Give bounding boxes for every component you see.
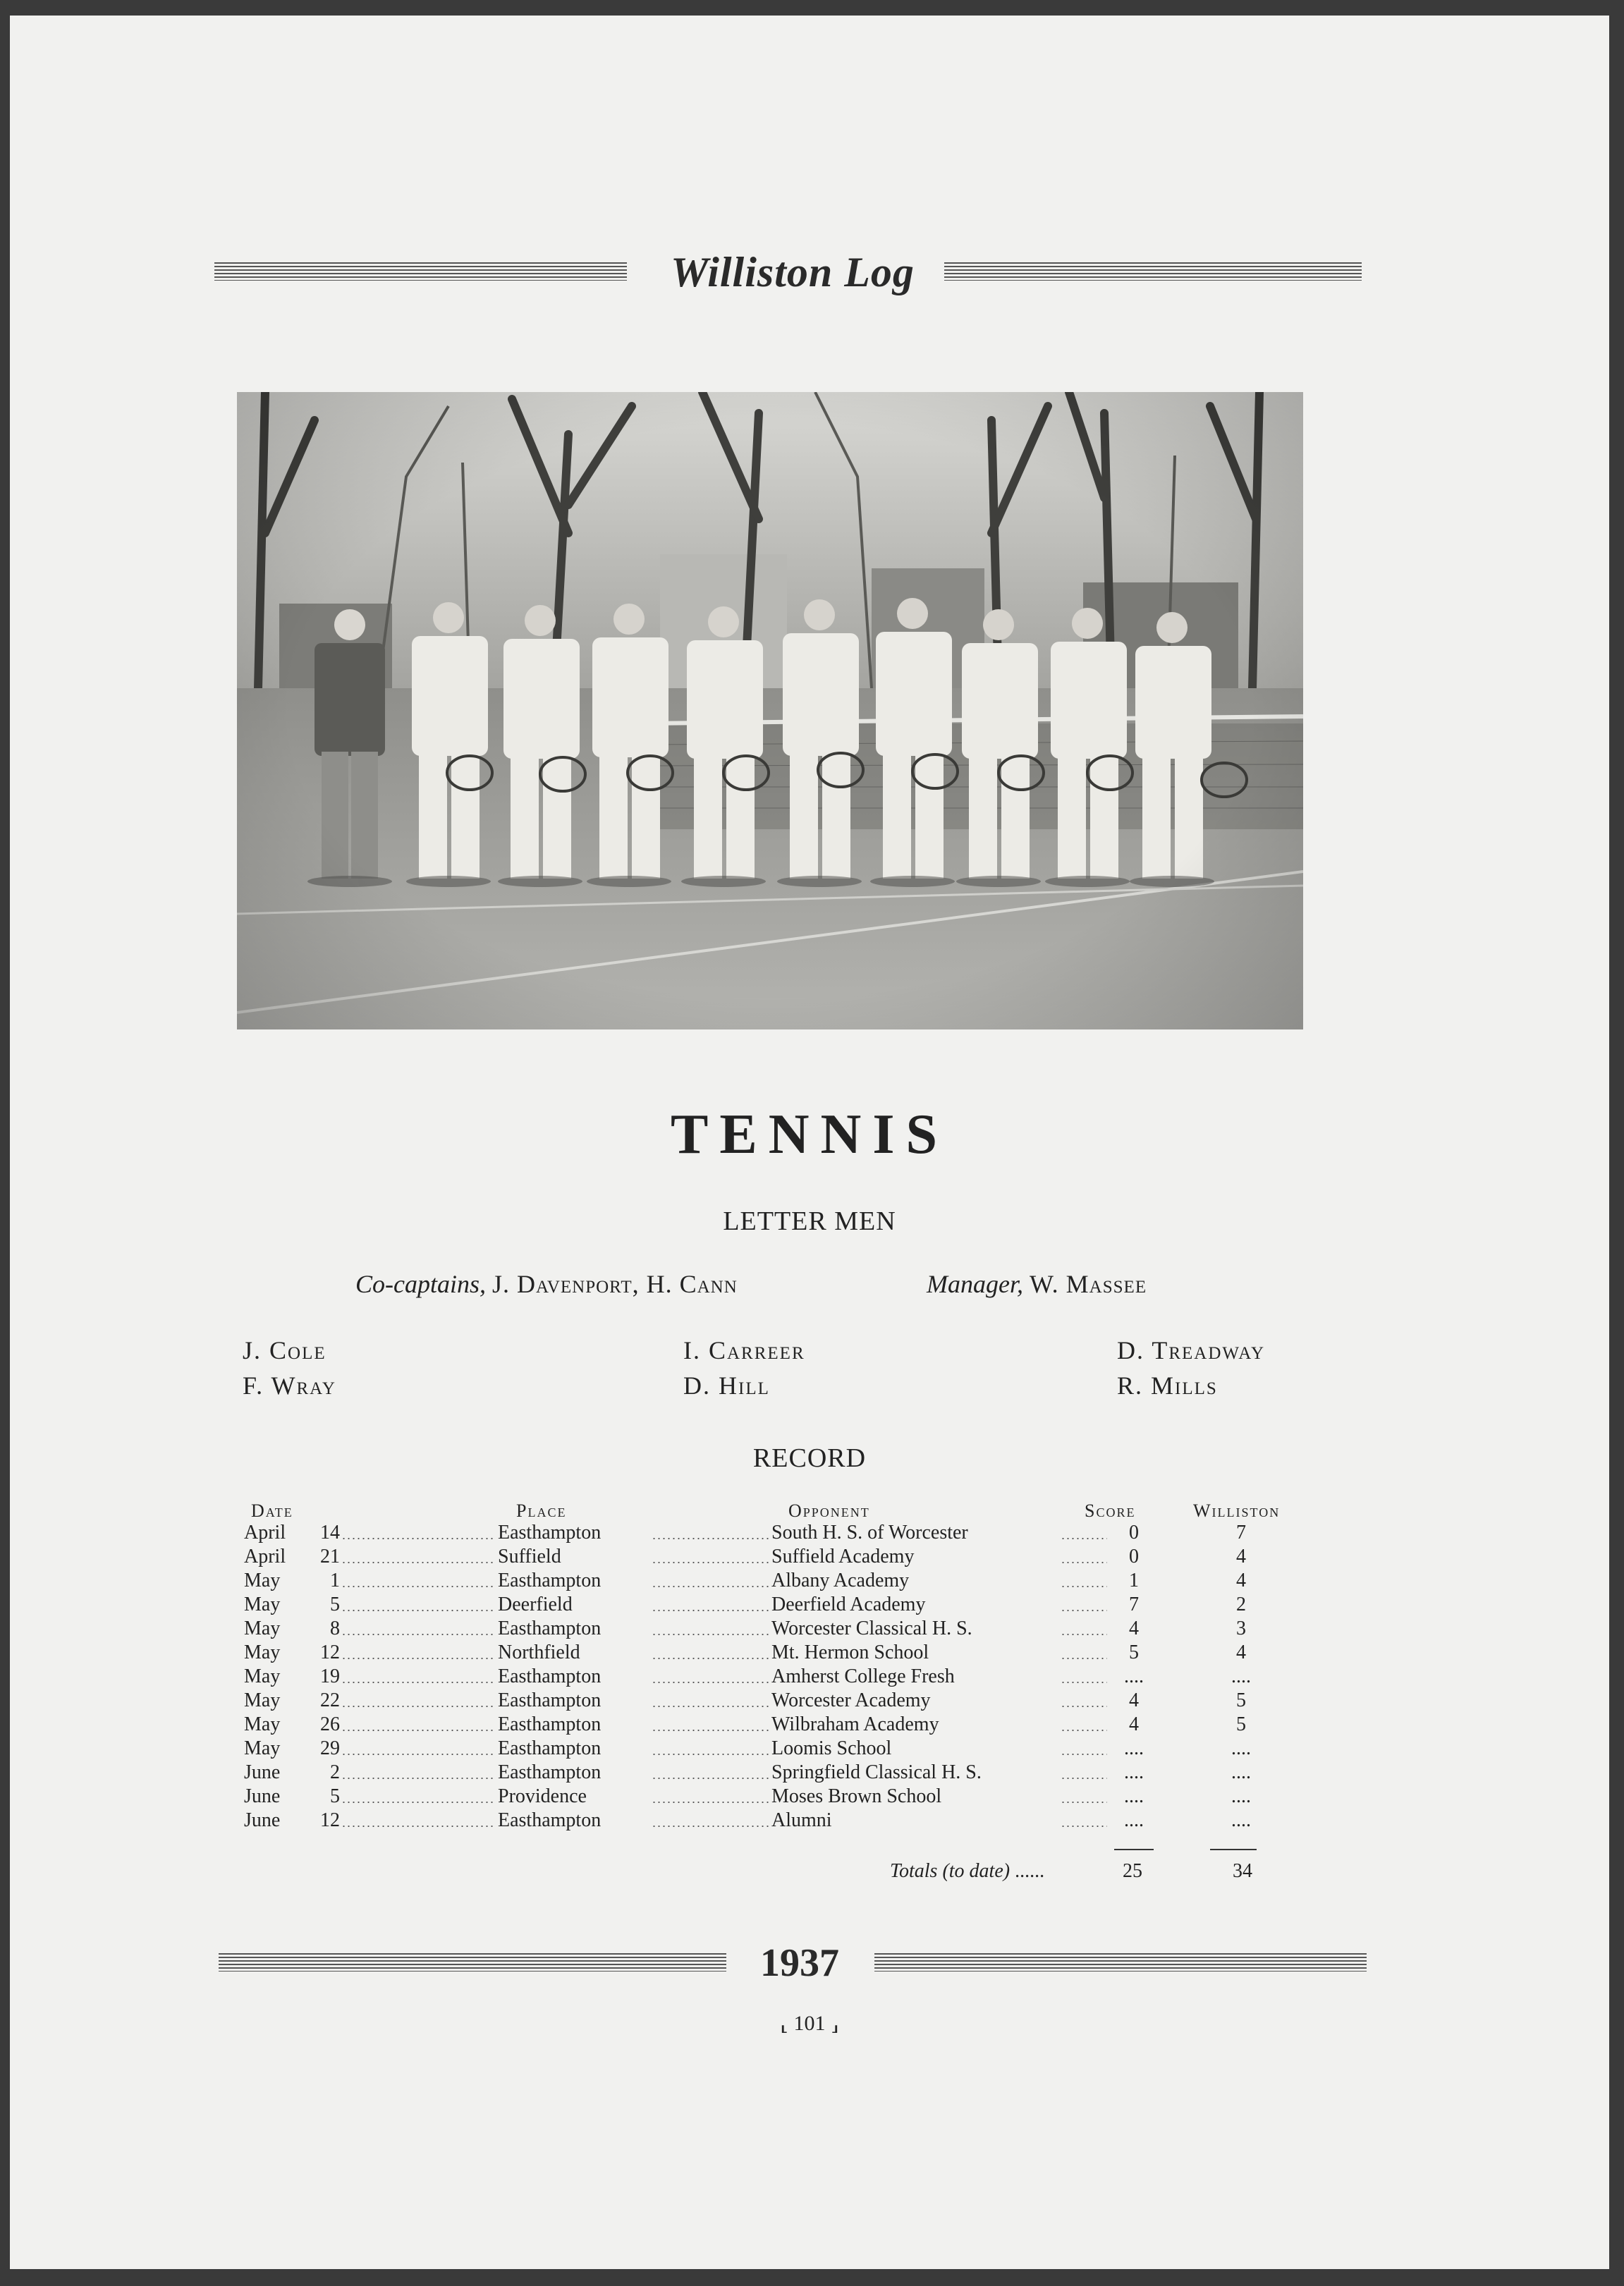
- score-cell: ....: [1124, 1737, 1144, 1759]
- dot-leader: [341, 1777, 495, 1780]
- score-cell: ....: [1124, 1761, 1144, 1783]
- totals-leader: ......: [1015, 1860, 1045, 1882]
- dot-leader: [341, 1633, 495, 1636]
- dot-leader: [1061, 1585, 1107, 1588]
- dot-leader: [652, 1777, 770, 1780]
- header-title: Williston Log: [671, 249, 915, 295]
- letter-man: F. Wray: [243, 1371, 336, 1400]
- williston-cell: ....: [1231, 1737, 1251, 1759]
- dot-leader: [1061, 1633, 1107, 1636]
- table-row: [10, 1809, 1609, 1833]
- running-footer: [10, 1940, 1609, 1990]
- score-cell: ....: [1124, 1665, 1144, 1687]
- opponent-cell: Deerfield Academy: [771, 1594, 926, 1615]
- opponent-cell: Worcester Classical H. S.: [771, 1618, 972, 1639]
- dot-leader: [1061, 1561, 1107, 1564]
- table-row: [10, 1737, 1609, 1761]
- date-day: 5: [330, 1785, 340, 1807]
- date-day: 14: [320, 1522, 340, 1544]
- date-month: May: [244, 1618, 281, 1639]
- table-row: [10, 1546, 1609, 1570]
- date-month: April: [244, 1522, 286, 1544]
- williston-cell: 7: [1236, 1522, 1246, 1544]
- opponent-cell: Springfield Classical H. S.: [771, 1761, 982, 1783]
- page-sheet: [10, 16, 1609, 2269]
- opponent-cell: Suffield Academy: [771, 1546, 915, 1567]
- score-cell: 7: [1129, 1594, 1139, 1615]
- opponent-cell: Wilbraham Academy: [771, 1713, 939, 1735]
- place-cell: Deerfield: [498, 1594, 573, 1615]
- williston-cell: 3: [1236, 1618, 1246, 1639]
- date-day: 2: [330, 1761, 340, 1783]
- date-day: 29: [320, 1737, 340, 1759]
- totals-row: [890, 1860, 1044, 1883]
- page-number-bracket-left: ⸤: [780, 2012, 788, 2035]
- date-month: June: [244, 1761, 281, 1783]
- score-cell: 4: [1129, 1689, 1139, 1711]
- score-cell: 0: [1129, 1546, 1139, 1567]
- header-rule-left: [214, 262, 627, 281]
- dot-leader: [341, 1561, 495, 1564]
- table-row: [10, 1570, 1609, 1594]
- dot-leader: [1061, 1681, 1107, 1684]
- place-cell: Providence: [498, 1785, 587, 1807]
- dot-leader: [1061, 1825, 1107, 1828]
- dot-leader: [652, 1537, 770, 1540]
- date-month: May: [244, 1713, 281, 1735]
- dot-leader: [1061, 1537, 1107, 1540]
- dot-leader: [341, 1801, 495, 1804]
- col-header-score: Score: [1085, 1500, 1136, 1521]
- dot-leader: [1061, 1705, 1107, 1708]
- record-heading: RECORD: [752, 1443, 867, 1473]
- table-row: [10, 1522, 1609, 1546]
- totals-score: 25: [1123, 1860, 1142, 1882]
- footer-year: 1937: [760, 1941, 839, 1985]
- table-row: [10, 1594, 1609, 1618]
- williston-cell: 4: [1236, 1642, 1246, 1663]
- opponent-cell: South H. S. of Worcester: [771, 1522, 968, 1544]
- score-cell: 4: [1129, 1618, 1139, 1639]
- score-cell: ....: [1124, 1809, 1144, 1831]
- section-title: TENNIS: [671, 1104, 948, 1166]
- place-cell: Easthampton: [498, 1618, 602, 1639]
- dot-leader: [1061, 1657, 1107, 1660]
- place-cell: Easthampton: [498, 1737, 602, 1759]
- opponent-cell: Moses Brown School: [771, 1785, 942, 1807]
- totals-label: Totals (to date): [890, 1860, 1011, 1882]
- place-cell: Easthampton: [498, 1689, 602, 1711]
- date-month: May: [244, 1689, 281, 1711]
- dot-leader: [341, 1537, 495, 1540]
- manager-label: Manager,: [927, 1270, 1023, 1298]
- date-day: 12: [320, 1642, 340, 1663]
- williston-cell: 2: [1236, 1594, 1246, 1615]
- totals-williston: 34: [1233, 1860, 1252, 1882]
- opponent-cell: Alumni: [771, 1809, 832, 1831]
- col-header-date: Date: [251, 1500, 293, 1521]
- letter-man: D. Hill: [683, 1371, 770, 1400]
- running-header: [10, 248, 1609, 305]
- date-month: June: [244, 1809, 281, 1831]
- date-month: May: [244, 1594, 281, 1615]
- williston-cell: 5: [1236, 1713, 1246, 1735]
- dot-leader: [652, 1609, 770, 1612]
- williston-cell: 4: [1236, 1546, 1246, 1567]
- letter-man: D. Treadway: [1117, 1336, 1266, 1364]
- dot-leader: [341, 1729, 495, 1732]
- cocaptains-line: [355, 1269, 738, 1299]
- dot-leader: [652, 1681, 770, 1684]
- table-row: [10, 1618, 1609, 1642]
- date-day: 22: [320, 1689, 340, 1711]
- date-month: May: [244, 1665, 281, 1687]
- cocaptains-label: Co-captains,: [355, 1270, 486, 1298]
- williston-cell: ....: [1231, 1809, 1251, 1831]
- dot-leader: [341, 1657, 495, 1660]
- place-cell: Northfield: [498, 1642, 580, 1663]
- date-month: April: [244, 1546, 286, 1567]
- page-number: [10, 2011, 1609, 2036]
- dot-leader: [652, 1753, 770, 1756]
- dot-leader: [341, 1609, 495, 1612]
- score-cell: 4: [1129, 1713, 1139, 1735]
- date-day: 19: [320, 1665, 340, 1687]
- dot-leader: [652, 1801, 770, 1804]
- williston-cell: ....: [1231, 1761, 1251, 1783]
- score-cell: 0: [1129, 1522, 1139, 1544]
- opponent-cell: Mt. Hermon School: [771, 1642, 929, 1663]
- date-month: May: [244, 1642, 281, 1663]
- dot-leader: [341, 1753, 495, 1756]
- dot-leader: [1061, 1729, 1107, 1732]
- footer-rule-left: [219, 1953, 726, 1972]
- table-row: [10, 1642, 1609, 1665]
- date-day: 26: [320, 1713, 340, 1735]
- dot-leader: [341, 1705, 495, 1708]
- dot-leader: [652, 1705, 770, 1708]
- opponent-cell: Worcester Academy: [771, 1689, 931, 1711]
- date-day: 12: [320, 1809, 340, 1831]
- cocaptains-names: J. Davenport, H. Cann: [492, 1270, 738, 1298]
- score-cell: 1: [1129, 1570, 1139, 1591]
- letter-men-heading: LETTER MEN: [723, 1206, 896, 1236]
- date-month: May: [244, 1570, 281, 1591]
- dot-leader: [341, 1825, 495, 1828]
- date-day: 8: [330, 1618, 340, 1639]
- col-header-opponent: Opponent: [788, 1500, 870, 1521]
- manager-name: W. Massee: [1030, 1270, 1147, 1298]
- dot-leader: [341, 1681, 495, 1684]
- place-cell: Easthampton: [498, 1809, 602, 1831]
- dot-leader: [1061, 1777, 1107, 1780]
- dot-leader: [652, 1657, 770, 1660]
- place-cell: Easthampton: [498, 1665, 602, 1687]
- dot-leader: [652, 1561, 770, 1564]
- dot-leader: [652, 1633, 770, 1636]
- williston-cell: ....: [1231, 1785, 1251, 1807]
- score-cell: 5: [1129, 1642, 1139, 1663]
- col-header-place: Place: [516, 1500, 567, 1521]
- page-number-bracket-right: ⸥: [831, 2012, 839, 2035]
- dot-leader: [1061, 1609, 1107, 1612]
- col-header-williston: Williston: [1193, 1500, 1281, 1521]
- place-cell: Suffield: [498, 1546, 561, 1567]
- williston-cell: 4: [1236, 1570, 1246, 1591]
- table-row: [10, 1713, 1609, 1737]
- opponent-cell: Loomis School: [771, 1737, 892, 1759]
- date-day: 21: [320, 1546, 340, 1567]
- table-row: [10, 1761, 1609, 1785]
- page-number-value: 101: [793, 2012, 826, 2035]
- opponent-cell: Albany Academy: [771, 1570, 910, 1591]
- date-month: May: [244, 1737, 281, 1759]
- place-cell: Easthampton: [498, 1522, 602, 1544]
- footer-rule-right: [874, 1953, 1367, 1972]
- manager-line: [927, 1269, 1147, 1299]
- score-cell: ....: [1124, 1785, 1144, 1807]
- table-row: [10, 1665, 1609, 1689]
- letter-man: J. Cole: [243, 1336, 326, 1364]
- place-cell: Easthampton: [498, 1713, 602, 1735]
- date-month: June: [244, 1785, 281, 1807]
- date-day: 1: [330, 1570, 340, 1591]
- place-cell: Easthampton: [498, 1570, 602, 1591]
- header-rule-right: [944, 262, 1362, 281]
- dot-leader: [341, 1585, 495, 1588]
- opponent-cell: Amherst College Fresh: [771, 1665, 955, 1687]
- team-photo: [237, 392, 1303, 1029]
- williston-total-rule: [1210, 1849, 1257, 1850]
- dot-leader: [652, 1729, 770, 1732]
- table-row: [10, 1689, 1609, 1713]
- dot-leader: [652, 1585, 770, 1588]
- dot-leader: [652, 1825, 770, 1828]
- williston-cell: 5: [1236, 1689, 1246, 1711]
- score-total-rule: [1114, 1849, 1154, 1850]
- date-day: 5: [330, 1594, 340, 1615]
- dot-leader: [1061, 1801, 1107, 1804]
- dot-leader: [1061, 1753, 1107, 1756]
- williston-cell: ....: [1231, 1665, 1251, 1687]
- letter-man: I. Carreer: [683, 1336, 805, 1364]
- place-cell: Easthampton: [498, 1761, 602, 1783]
- table-row: [10, 1785, 1609, 1809]
- letter-man: R. Mills: [1117, 1371, 1218, 1400]
